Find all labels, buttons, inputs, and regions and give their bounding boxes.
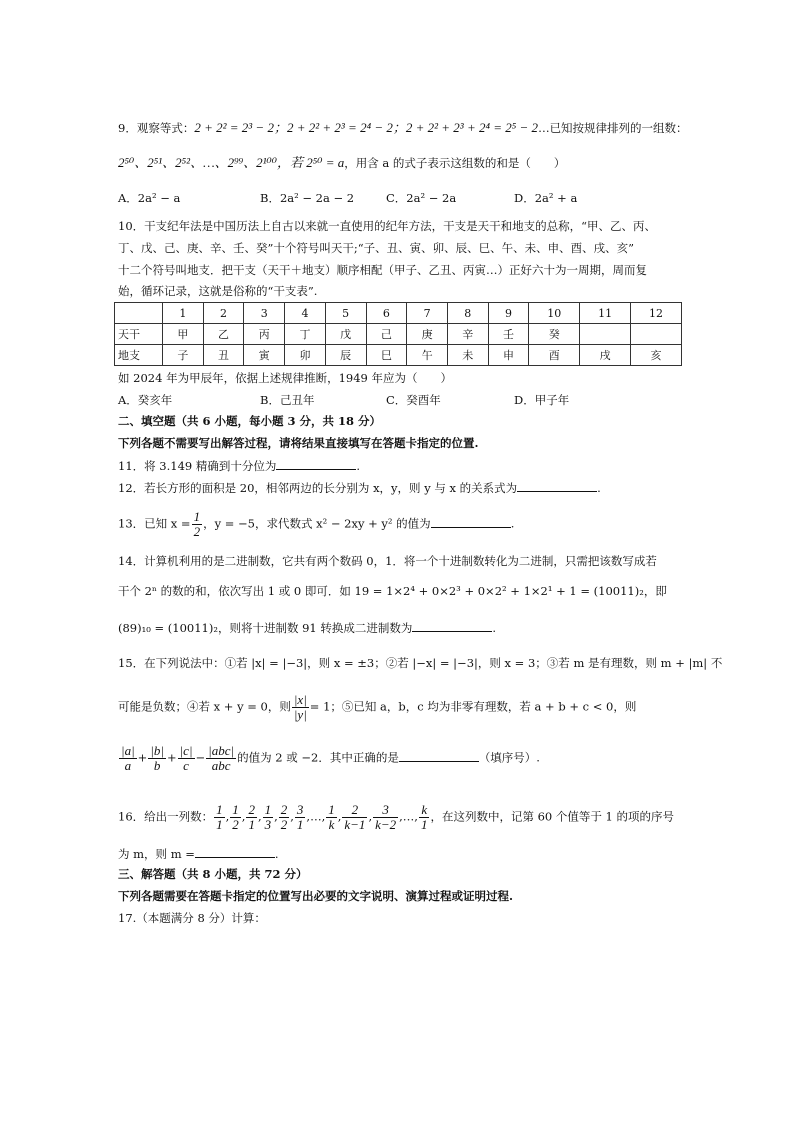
table-cell: 地支 bbox=[115, 345, 163, 366]
table-cell: 6 bbox=[366, 303, 407, 324]
q9-option-d: D．2a² + a bbox=[514, 191, 578, 205]
table-cell: 天干 bbox=[115, 324, 163, 345]
table-cell: 1 bbox=[163, 303, 204, 324]
q16-frac bbox=[326, 803, 337, 832]
q9-tail: …已知按规律排列的一组数： bbox=[538, 121, 688, 135]
q10-line1: 10．干支纪年法是中国历法上自古以来就一直使用的纪年方法，干支是天干和地支的总称，“甲、乙、丙、 bbox=[118, 219, 657, 233]
table-cell: 5 bbox=[325, 303, 366, 324]
q15-line1: 15．在下列说法中：①若 |x| = |−3|，则 x = ±3；②若 |−x| = |−3|，则 x = 3；③若 m 是有理数，则 m + |m| 不 bbox=[118, 656, 723, 670]
operator: − bbox=[195, 750, 206, 765]
table-cell: 卯 bbox=[285, 345, 326, 366]
q9-question: ，用含 a 的式子表示这组数的和是（ ） bbox=[344, 156, 566, 170]
q15-abs-fraction bbox=[292, 693, 309, 722]
q10-option-c: C．癸酉年 bbox=[386, 393, 441, 407]
q9-sequence: 2⁵⁰、2⁵¹、2⁵²、…、2⁹⁹、2¹⁰⁰，若 2⁵⁰ = a bbox=[118, 155, 345, 170]
frac-denominator: 1 bbox=[248, 817, 255, 832]
table-cell: 丁 bbox=[285, 324, 326, 345]
q16-frac bbox=[263, 803, 274, 832]
q10-line4: 始，循环记录，这就是俗称的“干支表”. bbox=[118, 284, 318, 298]
q15-frac-denominator: |y| bbox=[293, 707, 307, 722]
q9-option-a: A．2a² − a bbox=[118, 191, 181, 205]
table-cell: 4 bbox=[285, 303, 326, 324]
table-row bbox=[115, 324, 682, 345]
table-cell: 辰 bbox=[325, 345, 366, 366]
q11: 11．将 3.149 精确到十分位为 . bbox=[118, 459, 361, 473]
frac-numerator: 3 bbox=[373, 803, 398, 818]
table-row bbox=[115, 345, 682, 366]
table-cell: 3 bbox=[244, 303, 285, 324]
frac-denominator: k−2 bbox=[375, 817, 397, 832]
q15-frac-b bbox=[148, 744, 166, 773]
section3-instruction: 下列各题需要在答题卡指定的位置写出必要的文字说明、演算过程或证明过程. bbox=[118, 889, 513, 903]
q9-line1 bbox=[118, 120, 688, 136]
frac-denominator: 1 bbox=[296, 817, 304, 832]
table-cell: 戊 bbox=[325, 324, 366, 345]
frac-denominator: 2 bbox=[232, 817, 239, 832]
q13-denominator: 2 bbox=[193, 524, 201, 539]
frac-denominator: c bbox=[183, 758, 189, 773]
frac-denominator: abc bbox=[211, 758, 231, 773]
section2-title: 二、填空题（共 6 小题，每小题 3 分，共 18 分） bbox=[118, 414, 382, 428]
table-cell: 亥 bbox=[631, 345, 682, 366]
q15-line2 bbox=[118, 693, 636, 722]
table-cell: 8 bbox=[447, 303, 488, 324]
table-cell: 甲 bbox=[163, 324, 204, 345]
q15-line3-post: 的值为 2 或 −2．其中正确的是 bbox=[237, 750, 399, 765]
frac-numerator: k bbox=[419, 803, 430, 818]
table-cell bbox=[631, 324, 682, 345]
q13: 13．已知 x = $\frac{1}{2}$ ，y = −5，求代数式 x² − 2xy + y² 的值为 . bbox=[118, 509, 515, 539]
q15-frac-a bbox=[119, 744, 137, 773]
section2-instruction: 下列各题不需要写出解答过程，请将结果直接填写在答题卡指定的位置. bbox=[118, 436, 479, 450]
frac-numerator: 2 bbox=[342, 803, 367, 818]
frac-numerator: 2 bbox=[248, 802, 255, 817]
q10-line2: 丁、戊、己、庚、辛、壬、癸”十个符号叫天干;“子、丑、寅、卯、辰、巳、午、未、申、酉、戌、亥” bbox=[118, 241, 635, 255]
table-cell: 子 bbox=[163, 345, 204, 366]
q14-answer-blank bbox=[412, 619, 492, 632]
q9-option-b: B．2a² − 2a − 2 bbox=[260, 191, 355, 205]
q15-line3-tail: （填序号）. bbox=[478, 750, 540, 765]
q13-post: ，y = −5，求代数式 x² − 2xy + y² 的值为 bbox=[203, 516, 431, 531]
q14-line3-text: (89)₁₀ = (10011)₂，则将十进制数 91 转换成二进制数为 bbox=[118, 621, 413, 635]
table-cell: 2 bbox=[203, 303, 244, 324]
table-cell: 戌 bbox=[580, 345, 631, 366]
table-cell: 9 bbox=[488, 303, 529, 324]
q15-frac-abc bbox=[206, 744, 236, 773]
frac-denominator: 3 bbox=[264, 817, 272, 832]
q13-numerator: 1 bbox=[193, 509, 201, 524]
table-cell: 辛 bbox=[447, 324, 488, 345]
q10-line3: 十二个符号叫地支．把干支（天干＋地支）顺序相配（甲子、乙丑、丙寅…）正好六十为一周期，周而复 bbox=[118, 263, 647, 277]
table-cell: 申 bbox=[488, 345, 529, 366]
q10-options bbox=[118, 392, 569, 408]
frac-numerator: |c| bbox=[179, 743, 193, 758]
q16-answer-blank bbox=[195, 845, 275, 858]
q12-answer-blank bbox=[517, 479, 597, 492]
operator: + bbox=[137, 750, 148, 765]
q16-frac bbox=[214, 803, 225, 832]
q9-eq1: 2 + 2² = 2³ − 2； bbox=[194, 120, 287, 135]
operator: + bbox=[166, 750, 177, 765]
q15-frac-c bbox=[178, 744, 195, 773]
q15-answer-blank bbox=[399, 749, 479, 762]
frac-numerator: 1 bbox=[216, 802, 223, 817]
table-cell: 酉 bbox=[529, 345, 580, 366]
q12: 12．若长方形的面积是 20，相邻两边的长分别为 x，y，则 y 与 x 的关系式为 . bbox=[118, 481, 601, 495]
table-cell: 12 bbox=[631, 303, 682, 324]
q11-answer-blank bbox=[276, 457, 356, 470]
frac-denominator: k−1 bbox=[344, 817, 366, 832]
table-cell: 乙 bbox=[203, 324, 244, 345]
frac-denominator: k bbox=[328, 817, 335, 832]
frac-denominator: b bbox=[153, 758, 161, 773]
table-cell: 寅 bbox=[244, 345, 285, 366]
q15-line2-post: = 1；⑤已知 a，b，c 均为非零有理数，若 a + b + c < 0，则 bbox=[309, 699, 637, 714]
q16-frac bbox=[342, 803, 367, 832]
q13-answer-blank bbox=[431, 515, 511, 528]
table-cell: 丙 bbox=[244, 324, 285, 345]
q14-line3: (89)₁₀ = (10011)₂，则将十进制数 91 转换成二进制数为 . bbox=[118, 621, 497, 635]
q16-frac bbox=[279, 803, 290, 832]
q14-line2: 干个 2ⁿ 的数的和，依次写出 1 或 0 即可．如 19 = 1×2⁴ + 0×2³ + 0×2² + 1×2¹ + 1 = (10011)₂，即 bbox=[118, 584, 667, 598]
table-cell: 11 bbox=[580, 303, 631, 324]
q10-option-b: B．己丑年 bbox=[260, 393, 315, 407]
table-cell bbox=[115, 303, 163, 324]
frac-numerator: |a| bbox=[121, 743, 135, 758]
q14-line1: 14．计算机利用的是二进制数，它共有两个数码 0，1．将一个十进制数转化为二进制，只需把该数写成若 bbox=[118, 554, 657, 568]
frac-numerator: 1 bbox=[232, 802, 239, 817]
q15-line3 bbox=[118, 744, 540, 773]
table-cell: 午 bbox=[407, 345, 448, 366]
q15-frac-numerator: |x| bbox=[293, 692, 307, 707]
table-cell: 己 bbox=[366, 324, 407, 345]
table-row bbox=[115, 303, 682, 324]
q12-text: 12．若长方形的面积是 20，相邻两边的长分别为 x，y，则 y 与 x 的关系式为 bbox=[118, 481, 518, 495]
q16-pre: 16．给出一列数： bbox=[118, 809, 214, 824]
table-cell: 未 bbox=[447, 345, 488, 366]
frac-numerator: |b| bbox=[150, 743, 164, 758]
q16-frac bbox=[373, 803, 398, 832]
q16-post: ，在这列数中，记第 60 个值等于 1 的项的序号 bbox=[430, 809, 675, 824]
q13-pre: 13．已知 x = bbox=[118, 516, 191, 531]
frac-numerator: 1 bbox=[328, 802, 335, 817]
q16-frac bbox=[246, 803, 257, 832]
q16-line2-text: 为 m，则 m = bbox=[118, 847, 195, 861]
frac-numerator: 1 bbox=[264, 802, 272, 817]
q15-line2-pre: 可能是负数；④若 x + y = 0，则 bbox=[118, 699, 291, 714]
frac-numerator: |abc| bbox=[208, 743, 235, 758]
table-cell: 庚 bbox=[407, 324, 448, 345]
frac-denominator: a bbox=[124, 758, 132, 773]
table-cell: 丑 bbox=[203, 345, 244, 366]
frac-denominator: 1 bbox=[420, 817, 428, 832]
frac-numerator: 3 bbox=[296, 802, 304, 817]
q16-line2: 为 m，则 m = . bbox=[118, 847, 279, 861]
frac-denominator: 1 bbox=[216, 817, 223, 832]
table-cell: 7 bbox=[407, 303, 448, 324]
q9-option-c: C．2a² − 2a bbox=[386, 191, 457, 205]
q11-text: 11．将 3.149 精确到十分位为 bbox=[118, 459, 277, 473]
q10-question: 如 2024 年为甲辰年，依据上述规律推断，1949 年应为（ ） bbox=[118, 371, 452, 385]
q16-frac bbox=[230, 803, 241, 832]
q9-line2 bbox=[118, 155, 565, 171]
q16-line1: 16．给出一列数： $\frac{1}{1}$ , $\frac{1}{2}$ , $\frac{2}{1}$ , $\frac{1}{3}$ , $\frac{2}{2}$ , $\frac{3}{1}$ ,…, $\frac{1}{k}$ , $\frac{2}{k-1}$ , $\frac{3}{k-2}$ ,…, $\frac{k}{1}$ ，在这列数中，记第 60 个值等于 1 的项的序号 bbox=[118, 802, 675, 832]
q16-frac bbox=[419, 803, 430, 832]
table-cell: 10 bbox=[529, 303, 580, 324]
frac-denominator: 2 bbox=[280, 817, 288, 832]
section3-title: 三、解答题（共 8 小题，共 72 分） bbox=[118, 867, 308, 881]
q10-option-a: A．癸亥年 bbox=[118, 393, 173, 407]
table-cell: 壬 bbox=[488, 324, 529, 345]
table-cell: 癸 bbox=[529, 324, 580, 345]
q9-eq3: 2 + 2² + 2³ + 2⁴ = 2⁵ − 2 bbox=[405, 120, 539, 135]
table-cell bbox=[580, 324, 631, 345]
frac-numerator: 2 bbox=[280, 802, 288, 817]
q9-options bbox=[118, 190, 577, 206]
q9-label: 9．观察等式： bbox=[118, 121, 195, 135]
q9-eq2: 2 + 2² + 2³ = 2⁴ − 2； bbox=[286, 120, 406, 135]
q13-fraction bbox=[192, 510, 203, 539]
ganzhi-table bbox=[114, 302, 682, 366]
q17: 17.（本题满分 8 分）计算： bbox=[118, 911, 266, 925]
q16-frac bbox=[295, 803, 306, 832]
q10-option-d: D．甲子年 bbox=[514, 393, 570, 407]
table-cell: 巳 bbox=[366, 345, 407, 366]
